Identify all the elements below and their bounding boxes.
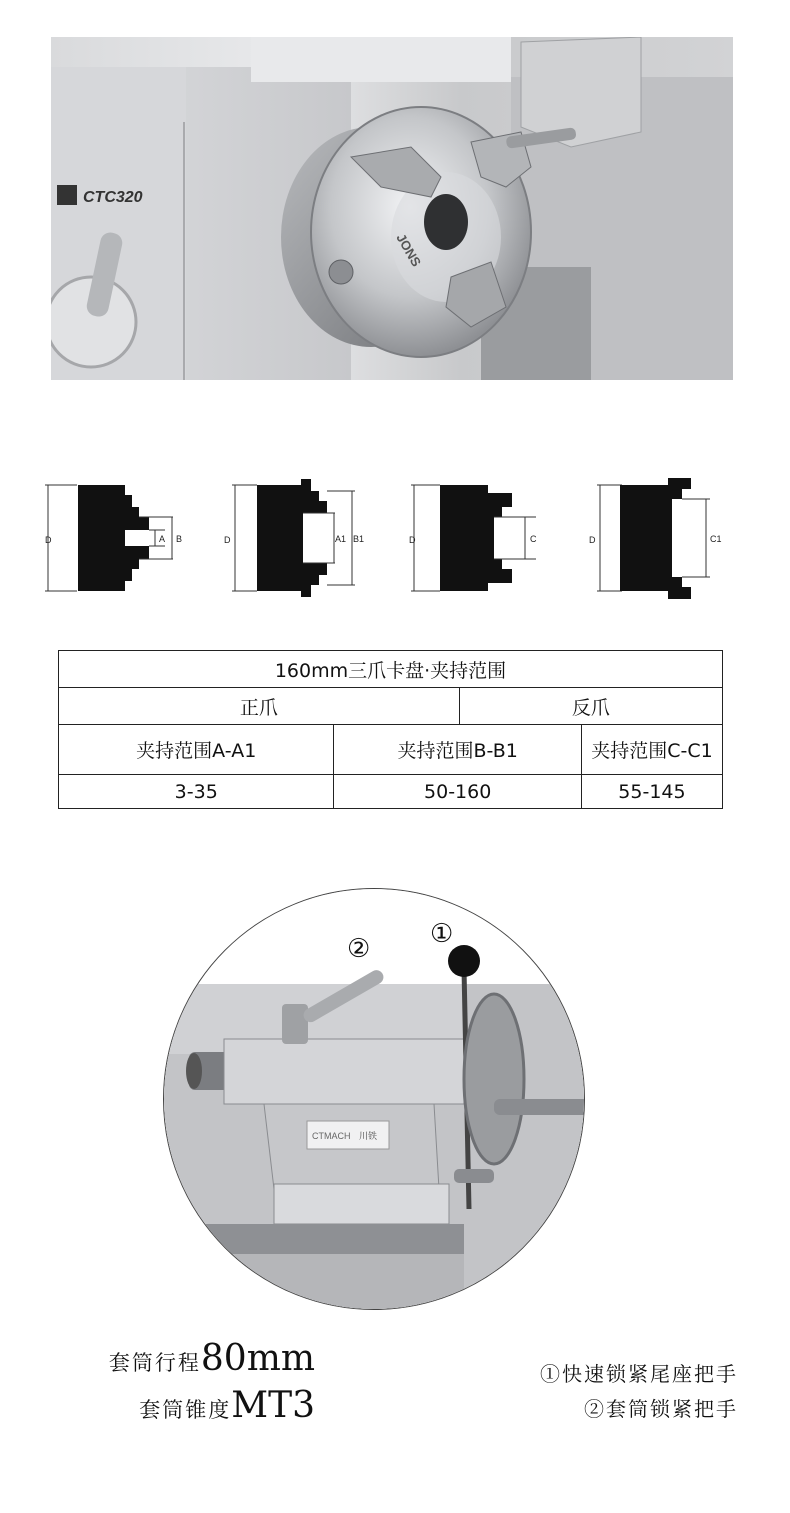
value-a-a1: 3-35: [59, 775, 334, 809]
spec-quill-travel-value: 80mm: [200, 1338, 315, 1379]
svg-text:B: B: [176, 534, 183, 544]
svg-text:C1: C1: [710, 534, 722, 544]
callout-2: ②: [347, 934, 371, 964]
tailstock-photo: [163, 888, 585, 1310]
callout-1: ①: [430, 919, 454, 949]
svg-text:D: D: [45, 535, 52, 545]
svg-text:B1: B1: [353, 534, 365, 544]
legend-item-1: ①快速锁紧尾座把手: [540, 1362, 738, 1386]
chuck-photo: [51, 37, 733, 380]
spec-quill-taper: [139, 1385, 315, 1426]
spec-quill-travel: [109, 1338, 315, 1379]
clamping-range-table: [58, 650, 723, 809]
svg-text:C: C: [530, 534, 537, 544]
spec-quill-travel-label: 套筒行程: [108, 1351, 201, 1375]
jaw-diagram-inner-clamp: [223, 475, 383, 605]
table-title: 160mm三爪卡盘·夹持范围: [59, 651, 723, 688]
svg-text:D: D: [224, 535, 231, 545]
group-header-reverse-jaw: 反爪: [459, 688, 722, 725]
nameplate-text: CTC320: [83, 189, 143, 206]
jaw-diagram-reverse-outer: [408, 475, 568, 605]
svg-text:A1: A1: [335, 534, 347, 544]
svg-text:D: D: [409, 535, 416, 545]
badge-cn-text: 川铁: [359, 1132, 378, 1142]
jaw-diagram-reverse-inner: [588, 475, 748, 605]
value-b-b1: 50-160: [334, 775, 581, 809]
spec-quill-taper-label: 套筒锥度: [139, 1398, 232, 1422]
group-header-forward-jaw: 正爪: [59, 688, 460, 725]
spec-quill-taper-value: MT3: [231, 1385, 315, 1426]
jaw-diagram-outer-clamp: [45, 475, 205, 605]
legend-item-2: ②套筒锁紧把手: [584, 1397, 738, 1421]
column-header-a-a1: 夹持范围A-A1: [59, 725, 334, 775]
column-header-b-b1: 夹持范围B-B1: [334, 725, 581, 775]
svg-text:A: A: [159, 534, 166, 544]
chuck-brand-text: JONS: [393, 231, 425, 270]
value-c-c1: 55-145: [581, 775, 722, 809]
badge-text: CTMACH: [312, 1131, 351, 1141]
svg-text:D: D: [589, 535, 596, 545]
column-header-c-c1: 夹持范围C-C1: [581, 725, 722, 775]
